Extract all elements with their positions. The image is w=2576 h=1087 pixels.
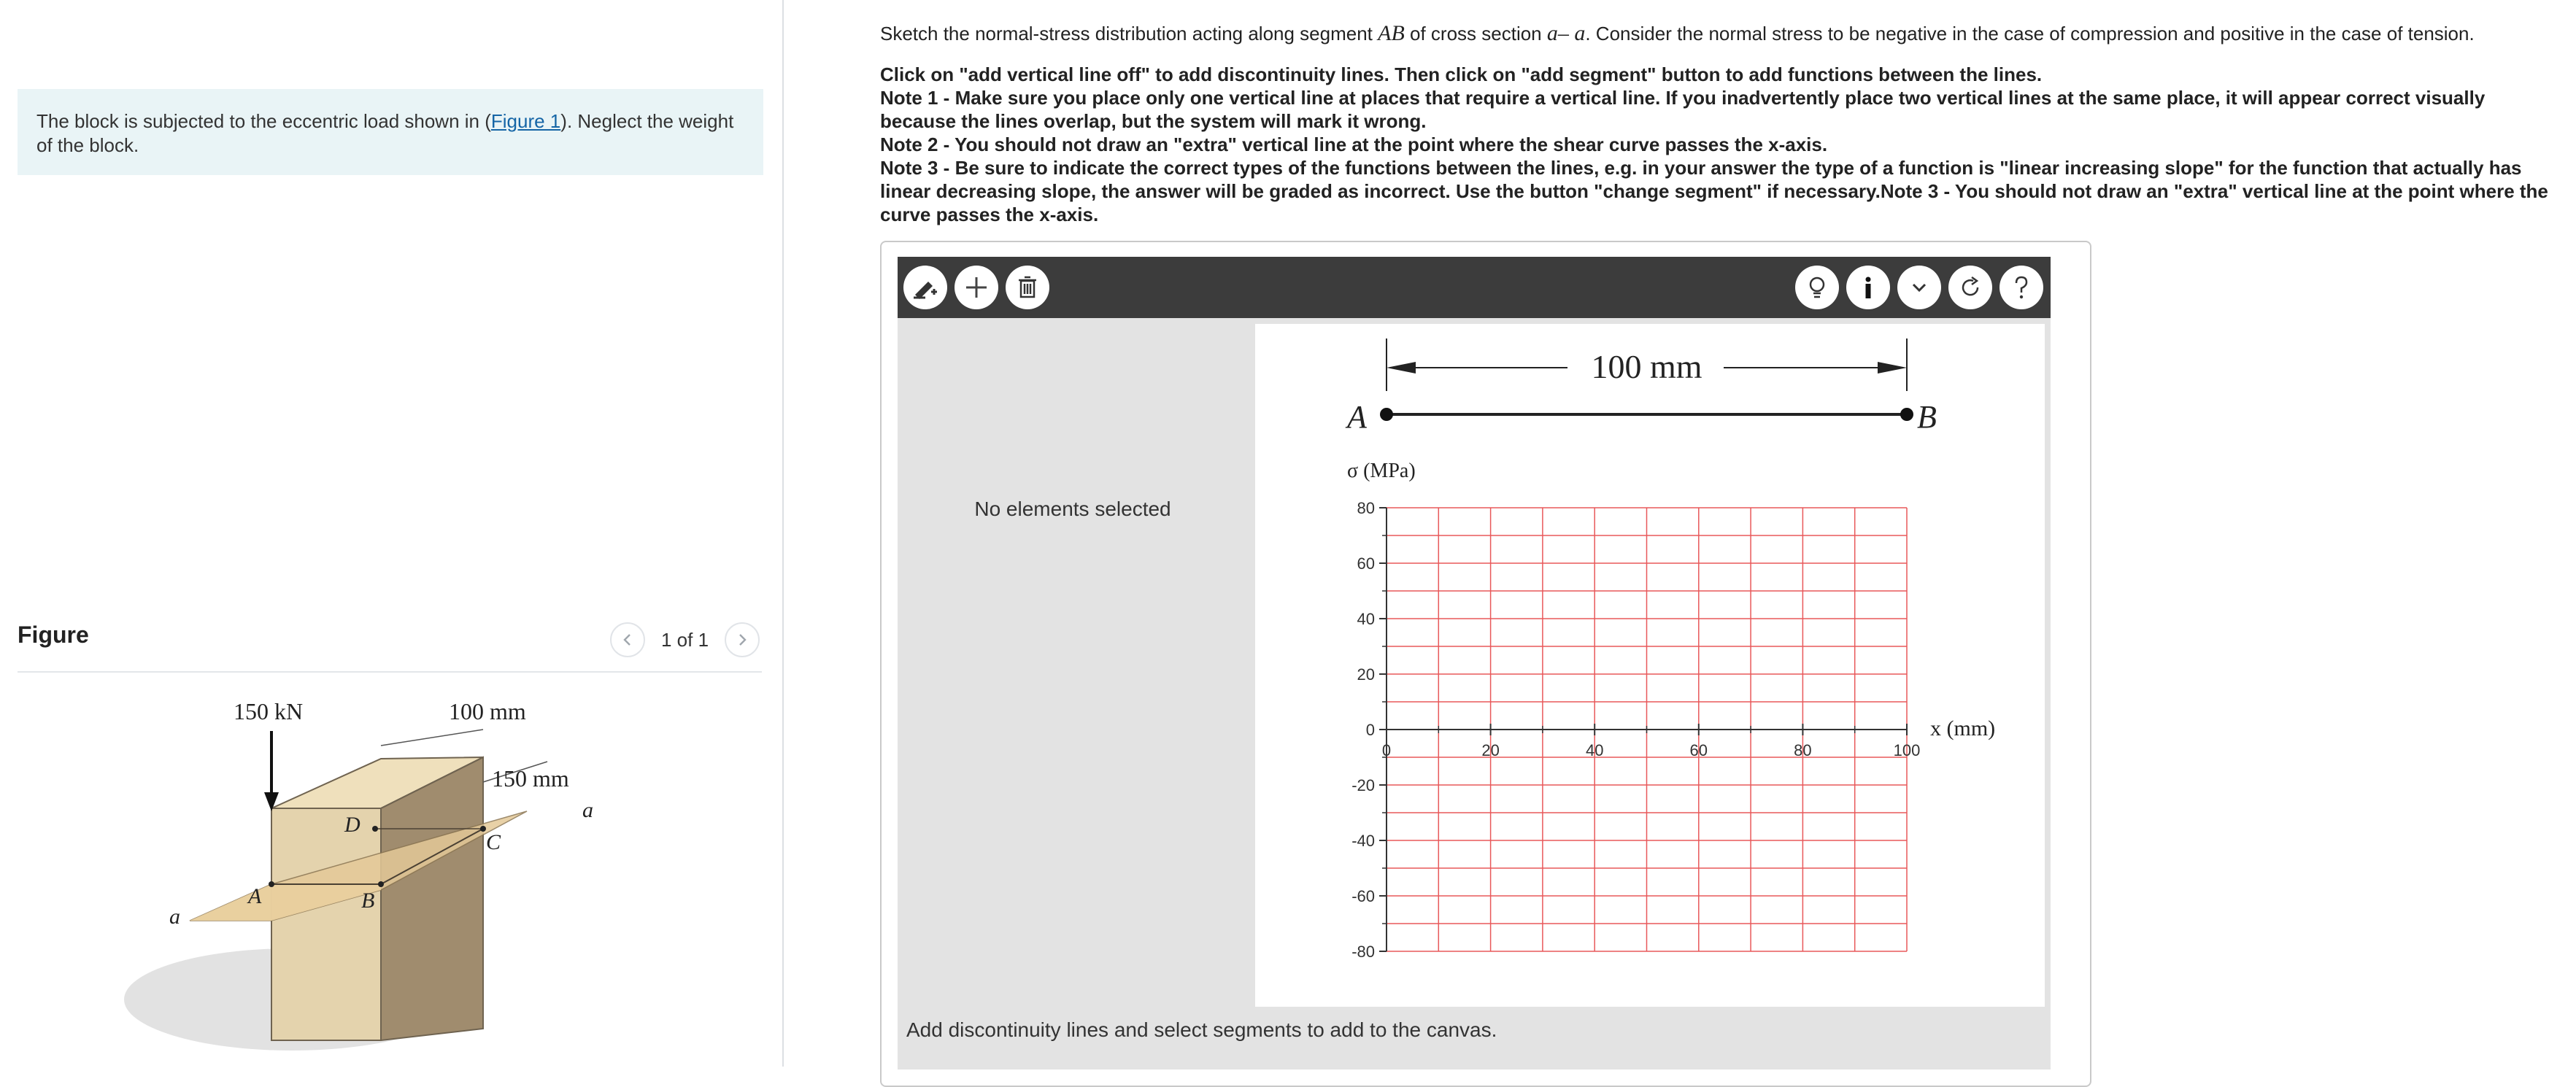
add-segment-button[interactable] <box>955 266 998 309</box>
intro-pre: Sketch the normal-stress distribution acting along segment <box>880 23 1378 45</box>
segment-length-label: 100 mm <box>1591 348 1702 385</box>
section-label-left: a <box>169 905 180 929</box>
add-segment-icon <box>962 273 991 302</box>
point-b-label: B <box>1917 399 1937 435</box>
intro-section: a– a <box>1546 21 1586 45</box>
intro-mid: of cross section <box>1404 23 1547 45</box>
prev-figure-button[interactable] <box>610 622 645 657</box>
intro-text: The block is subjected to the eccentric load shown in ( <box>36 110 491 132</box>
widget-toolbar <box>898 257 2051 318</box>
add-vertical-line-icon <box>911 273 940 302</box>
dim-width-line <box>381 730 483 746</box>
panel-divider <box>782 0 784 1067</box>
section-label-right: a <box>582 798 593 822</box>
instruction-note-2: Note 2 - You should not draw an "extra" vertical line at the point where the shear curve passes the x-axis. <box>880 134 1828 155</box>
point-b-marker <box>1900 408 1913 421</box>
block-front-face <box>271 808 381 1040</box>
next-figure-button[interactable] <box>725 622 760 657</box>
figure-link[interactable]: Figure 1 <box>490 110 561 132</box>
x-tick-label: 80 <box>1794 741 1812 759</box>
point-a-label: A <box>1347 399 1367 435</box>
point-b-label: B <box>361 889 375 913</box>
intro-text-end: ). Neglect the weight of the block. <box>36 110 734 156</box>
instruction-note-3: Note 3 - Be sure to indicate the correct types of the functions between the lines, e.g. in your answer the type of a function is "linear increasing slope" for the function that actually has linear decreasing slope, the answer will be graded as incorrect. Use the button "change segment" if necessary.Note 3 - You should not draw an "extra" vertical line at the point where the curve passes the x-axis. <box>880 157 2548 225</box>
y-tick-label: 20 <box>1357 665 1375 684</box>
hint-lightbulb-icon <box>1802 273 1832 302</box>
y-tick-label: -20 <box>1351 776 1375 794</box>
instructions <box>880 22 2558 226</box>
stress-chart[interactable] <box>1255 324 2045 1007</box>
point-c-dot <box>480 826 486 832</box>
delete-icon <box>1013 273 1042 302</box>
instruction-line-1: Click on "add vertical line off" to add discontinuity lines. Then click on "add segment" button to add functions between the lines. <box>880 63 2043 85</box>
y-tick-label: 0 <box>1365 721 1375 739</box>
x-tick-label: 100 <box>1893 741 1921 759</box>
more-options-button[interactable] <box>1897 266 1941 309</box>
y-tick-label: -60 <box>1351 887 1375 905</box>
reset-button[interactable] <box>1948 266 1992 309</box>
x-tick-label: 40 <box>1585 741 1604 759</box>
chevron-right-icon <box>735 633 749 647</box>
y-tick-label: -80 <box>1351 943 1375 961</box>
figure-heading: Figure <box>18 622 89 648</box>
y-tick-label: 60 <box>1357 554 1375 573</box>
dim-arrowhead-right <box>1878 362 1907 374</box>
load-label: 150 kN <box>234 698 304 724</box>
point-d-label: D <box>344 813 360 837</box>
dim-arrowhead-left <box>1387 362 1416 374</box>
point-a-label: A <box>248 884 262 908</box>
left-panel <box>0 0 782 1067</box>
info-icon <box>1854 273 1883 302</box>
chevron-left-icon <box>620 633 635 647</box>
y-tick-label: 40 <box>1357 610 1375 628</box>
figure-pagination <box>610 622 760 658</box>
drawing-canvas[interactable] <box>1255 324 2045 1007</box>
x-tick-label: 0 <box>1381 741 1392 759</box>
point-a-dot <box>269 881 274 887</box>
add-vertical-line-button[interactable] <box>903 266 947 309</box>
status-text: Add discontinuity lines and select segments to add to the canvas. <box>906 1018 1497 1041</box>
help-icon <box>2007 273 2036 302</box>
reset-icon <box>1956 273 1985 302</box>
figure-divider <box>18 671 762 673</box>
no-selection-text: No elements selected <box>974 498 1171 520</box>
help-button[interactable] <box>2000 266 2043 309</box>
y-axis-label: σ (MPa) <box>1347 460 1416 482</box>
instruction-note-1: Note 1 - Make sure you place only one vertical line at places that require a vertical line. If you inadvertently place two vertical lines at the same place, it will appear correct visually because the lines overlap, but the system will mark it wrong. <box>880 87 2486 132</box>
delete-button[interactable] <box>1006 266 1049 309</box>
intro-segment: AB <box>1378 21 1405 45</box>
x-tick-label: 20 <box>1481 741 1500 759</box>
point-d-dot <box>372 826 378 832</box>
y-tick-label: -40 <box>1351 832 1375 850</box>
x-tick-label: 60 <box>1689 741 1708 759</box>
hint-button[interactable] <box>1795 266 1839 309</box>
instructions-intro <box>880 22 2558 45</box>
figure-illustration <box>109 686 620 1067</box>
dim-depth-label: 150 mm <box>492 765 569 792</box>
point-c-label: C <box>486 830 501 854</box>
point-b-dot <box>378 881 384 887</box>
intro-post: . Consider the normal stress to be negative in the case of compression and positive in the case of tension. <box>1585 23 2475 45</box>
chevron-down-icon <box>1905 273 1934 302</box>
problem-intro <box>18 89 763 175</box>
dim-width-label: 100 mm <box>449 698 526 724</box>
x-axis-label: x (mm) <box>1930 716 1996 740</box>
point-a-marker <box>1380 408 1393 421</box>
info-button[interactable] <box>1846 266 1890 309</box>
y-tick-label: 80 <box>1357 499 1375 517</box>
figure-count: 1 of 1 <box>661 628 709 651</box>
